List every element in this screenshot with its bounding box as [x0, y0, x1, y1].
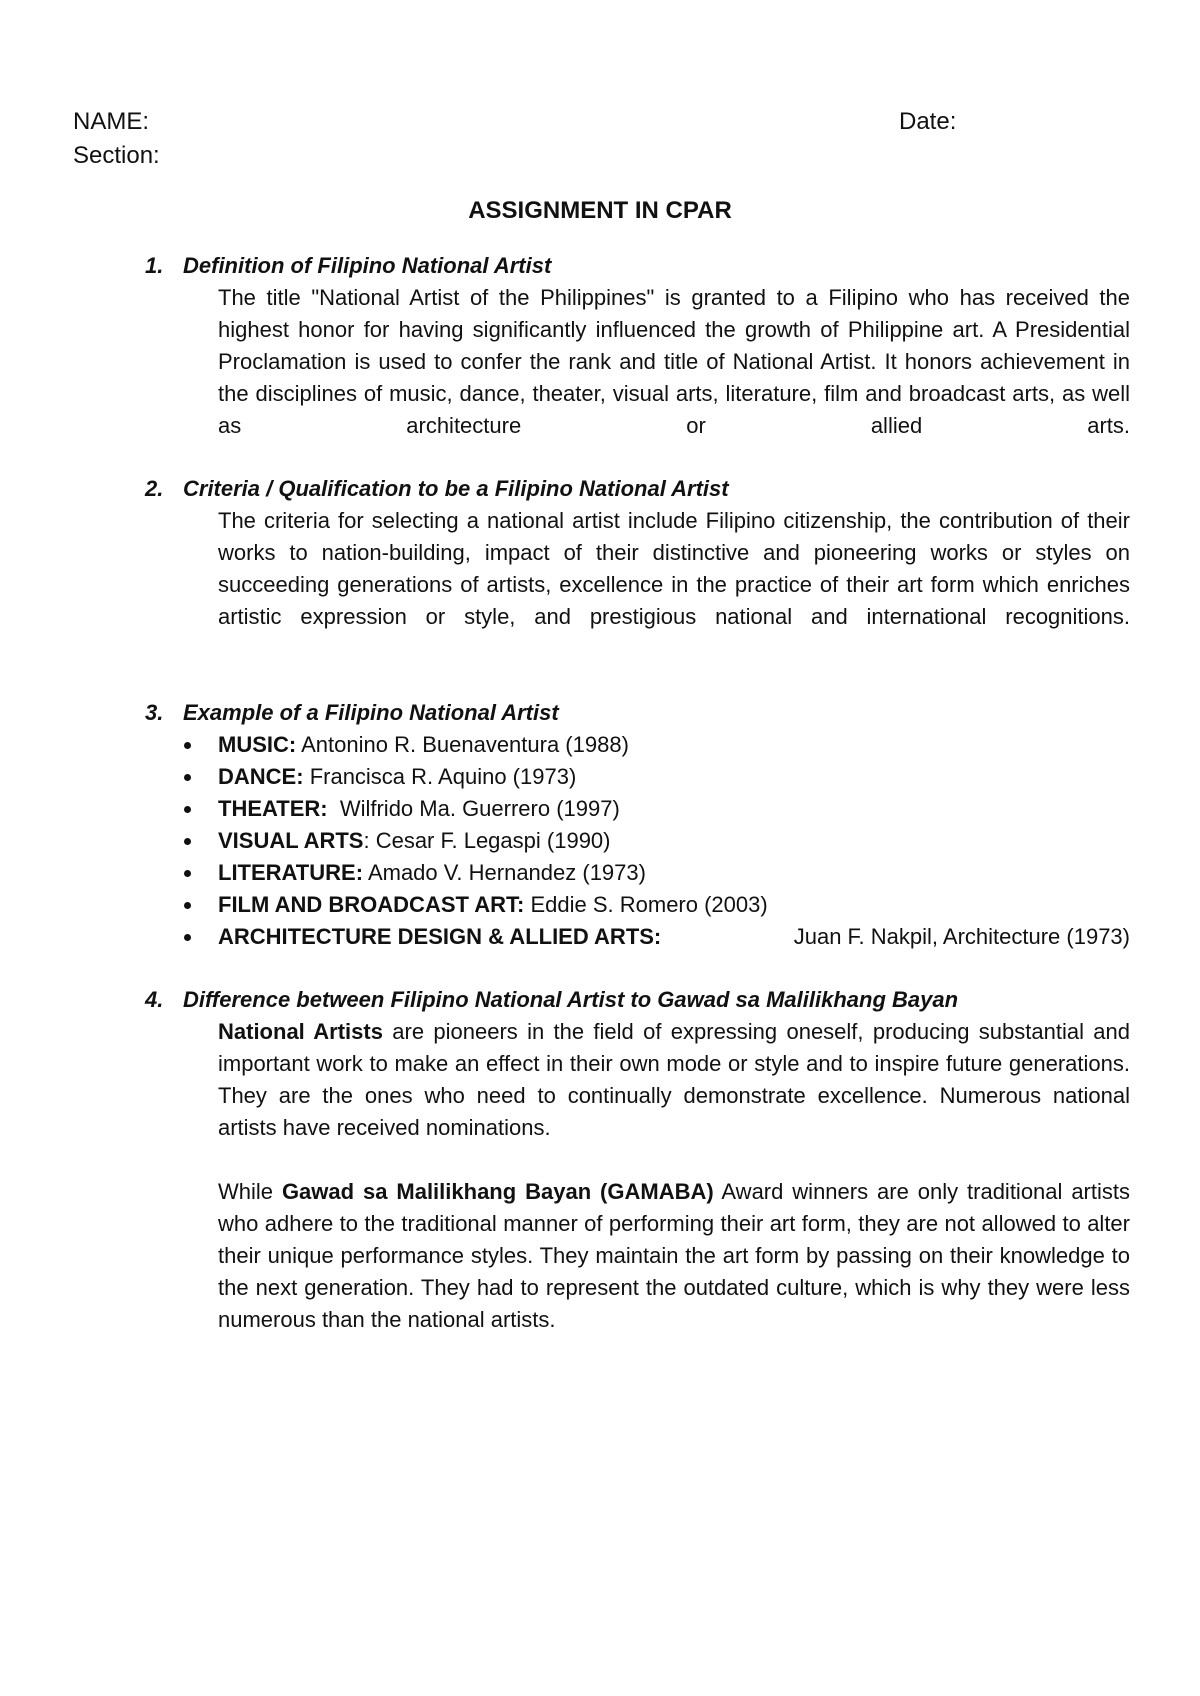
section-heading: [0, 473, 1200, 505]
gamaba-lead: While: [218, 1179, 282, 1204]
section-definition: [0, 250, 1200, 442]
artist-name: Francisca R. Aquino (1973): [309, 764, 577, 789]
section-number: 4.: [145, 987, 164, 1012]
list-item: [0, 921, 1200, 953]
definition-paragraph: The title "National Artist of the Philippines" is granted to a Filipino who has received the highest honor for having significantly influenced the growth of Philippine art. A Presidential Proclamation is used to confer the rank and title of National Artist. It honors achievement in the disciplines of music, dance, theater, visual arts, literature, film and broadcast arts, as well as architecture or allied arts.: [218, 285, 1130, 438]
document-title: ASSIGNMENT IN CPAR: [468, 197, 732, 224]
section-examples: [0, 697, 1200, 953]
section-heading: [0, 250, 1200, 282]
section-number: 1.: [145, 253, 164, 278]
category-label: ARCHITECTURE DESIGN & ALLIED ARTS:: [218, 924, 662, 949]
gamaba-text: Award winners are only traditional artists who adhere to the traditional manner of performing their art form, they are not allowed to alter their unique performance styles. They maintain the art form by passing on their knowledge to the next generation. They had to represent the outdated culture, which is why they were less numerous than the national artists.: [218, 1179, 1131, 1332]
national-artists-paragraph: [218, 1016, 1130, 1144]
gamaba-paragraph: [218, 1176, 1130, 1336]
list-item: [0, 857, 1200, 889]
section-criteria: [0, 473, 1200, 633]
category-label: DANCE:: [218, 764, 304, 789]
category-label: MUSIC:: [218, 732, 297, 757]
artist-name: Antonino R. Buenaventura (1988): [301, 732, 629, 757]
section-number: 2.: [145, 476, 164, 501]
bullet-icon: [184, 934, 191, 941]
national-artists-term: National Artists: [218, 1019, 383, 1044]
artist-name: Eddie S. Romero (2003): [530, 892, 768, 917]
list-item: [0, 825, 1200, 857]
list-item: [0, 729, 1200, 761]
criteria-paragraph: The criteria for selecting a national artist include Filipino citizenship, the contribution of their works to nation-building, impact of their distinctive and pioneering works or styles on succeeding generations of artists, excellence in the practice of their art form which enriches artistic expression or style, and prestigious national and international recognitions.: [218, 508, 1130, 629]
artist-name: Wilfrido Ma. Guerrero (1997): [339, 796, 620, 821]
section-label: Section:: [73, 142, 160, 169]
section-number: 3.: [145, 700, 164, 725]
artist-name: : Cesar F. Legaspi (1990): [363, 828, 611, 853]
list-item: [0, 889, 1200, 921]
paragraph-gap: [0, 1144, 1200, 1176]
list-item: [0, 761, 1200, 793]
gamaba-term: Gawad sa Malilikhang Bayan (GAMABA): [281, 1179, 714, 1204]
section-title: Example of a Filipino National Artist: [183, 700, 559, 725]
bullet-icon: [184, 870, 191, 877]
bullet-icon: [184, 806, 191, 813]
name-label: NAME:: [73, 108, 150, 135]
category-label: THEATER:: [218, 796, 328, 821]
section-title: Difference between Filipino National Artist to Gawad sa Malilikhang Bayan: [183, 987, 959, 1012]
national-artists-text: are pioneers in the field of expressing oneself, producing substantial and important work to make an effect in their own mode or style and to inspire future generations. They are the ones who need to continually demonstrate excellence. Numerous national artists have received nominations.: [218, 1019, 1130, 1140]
category-label: VISUAL ARTS: [218, 828, 364, 853]
bullet-icon: [184, 902, 191, 909]
section-heading: [0, 697, 1200, 729]
artist-name: Amado V. Hernandez (1973): [367, 860, 646, 885]
list-item: [0, 793, 1200, 825]
section-title: Definition of Filipino National Artist: [183, 253, 552, 278]
bullet-icon: [184, 838, 191, 845]
category-label: LITERATURE:: [218, 860, 364, 885]
bullet-icon: [184, 742, 191, 749]
date-label: Date:: [899, 108, 957, 135]
artist-name: Juan F. Nakpil, Architecture (1973): [793, 924, 1130, 949]
category-label: FILM AND BROADCAST ART:: [218, 892, 525, 917]
section-difference: [0, 984, 1200, 1336]
section-title: Criteria / Qualification to be a Filipino National Artist: [183, 476, 729, 501]
example-list: [0, 729, 1200, 953]
section-heading: [0, 984, 1200, 1016]
bullet-icon: [184, 774, 191, 781]
